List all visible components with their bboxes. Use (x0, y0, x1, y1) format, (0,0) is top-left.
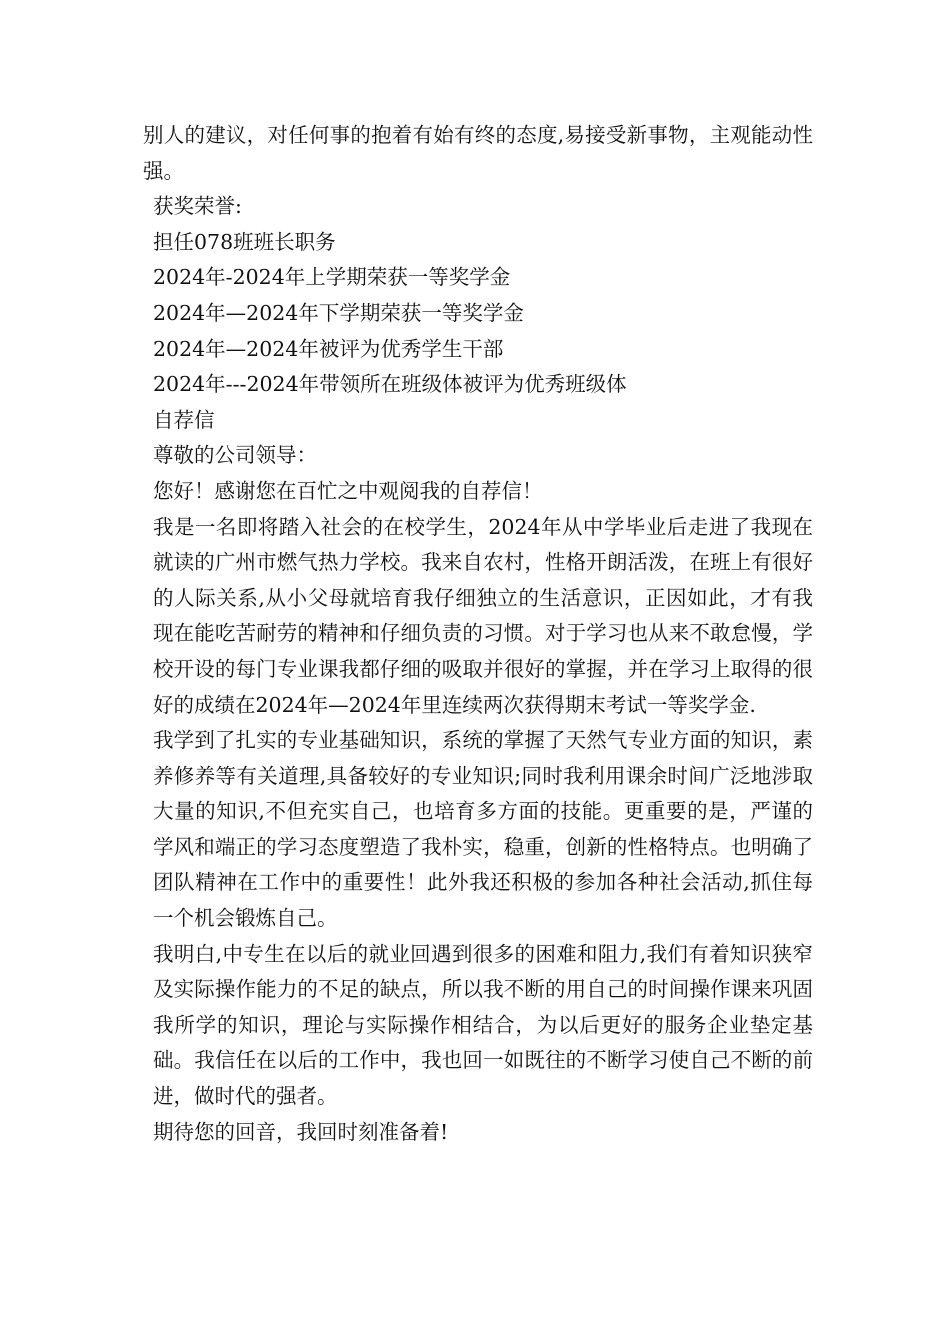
letter-title: 自荐信 (153, 407, 215, 432)
award-item: 2024年—2024年被评为优秀学生干部 (153, 336, 504, 361)
award-item: 2024年---2024年带领所在班级体被评为优秀班级体 (153, 372, 627, 397)
letter-greeting: 您好！感谢您在百忙之中观阅我的自荐信！ (153, 478, 543, 503)
letter-closing: 期待您的回音，我回时刻准备着! (153, 1119, 449, 1144)
document-body (143, 118, 813, 1150)
award-item: 2024年—2024年下学期荣获一等奖学金 (153, 300, 524, 325)
letter-body-paragraph: 我明白,中专生在以后的就业回遇到很多的困难和阻力,我们有着知识狭窄及实际操作能力的不足的缺点，所以我不断的用自己的时间操作课来巩固我所学的知识，理论与实际操作相结合，为以后更好的服务企业垫定基础。我信任在以后的工作中，我也回一如既往的不断学习使自己不断的前进，做时代的强者。 (153, 941, 813, 1109)
intro-paragraph: 别人的建议，对任何事的抱着有始有终的态度,易接受新事物，主观能动性强。 (143, 123, 813, 183)
award-item: 担任078班班长职务 (153, 229, 336, 254)
letter-body-paragraph: 我学到了扎实的专业基础知识，系统的掌握了天然气专业方面的知识，素养修养等有关道理,具备较好的专业知识;同时我利用课余时间广泛地涉取大量的知识,不但充实自己，也培育多方面的技能。更重要的是，严谨的学风和端正的学习态度塑造了我朴实，稳重，创新的性格特点。也明确了团队精神在工作中的重要性！此外我还积极的参加各种社会活动,抓住每一个机会锻炼自己。 (153, 728, 813, 931)
letter-salutation: 尊敬的公司领导： (153, 443, 317, 468)
award-item: 2024年-2024年上学期荣获一等奖学金 (153, 265, 511, 290)
letter-body-paragraph: 我是一名即将踏入社会的在校学生，2024年从中学毕业后走进了我现在就读的广州市燃气热力学校。我来自农村，性格开朗活泼，在班上有很好的人际关系,从小父母就培育我仔细独立的生活意识，正因如此，才有我现在能吃苦耐劳的精神和仔细负责的习惯。对于学习也从来不敢怠慢，学校开设的每门专业课我都仔细的吸取并很好的掌握，并在学习上取得的很好的成绩在2024年—2024年里连续两次获得期末考试一等奖学金. (153, 514, 813, 717)
awards-heading: 获奖荣誉: (153, 194, 242, 219)
